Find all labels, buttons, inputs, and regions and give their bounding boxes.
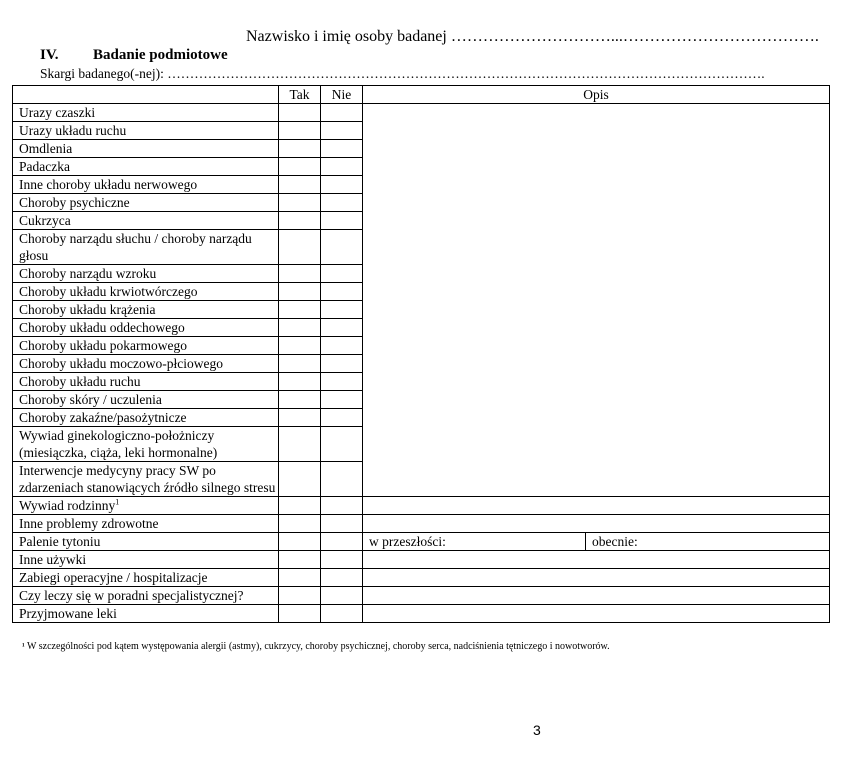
tak-checkbox-cell[interactable] bbox=[279, 230, 321, 265]
nie-checkbox-cell[interactable] bbox=[321, 355, 363, 373]
tak-checkbox-cell[interactable] bbox=[279, 140, 321, 158]
nie-checkbox-cell[interactable] bbox=[321, 104, 363, 122]
nie-checkbox-cell[interactable] bbox=[321, 319, 363, 337]
row-label: Urazy układu ruchu bbox=[13, 122, 279, 140]
table-row bbox=[13, 497, 830, 515]
tak-checkbox-cell[interactable] bbox=[279, 462, 321, 497]
table-row bbox=[13, 605, 830, 623]
tak-checkbox-cell[interactable] bbox=[279, 194, 321, 212]
row-label: Palenie tytoniu bbox=[13, 533, 279, 551]
row-label: Choroby układu moczowo-płciowego bbox=[13, 355, 279, 373]
row-label: Interwencje medycyny pracy SW po zdarzeniach stanowiących źródło silnego stresu bbox=[13, 462, 279, 497]
nie-checkbox-cell[interactable] bbox=[321, 515, 363, 533]
row-label: Choroby narządu wzroku bbox=[13, 265, 279, 283]
row-label: Choroby zakaźne/pasożytnicze bbox=[13, 409, 279, 427]
tak-checkbox-cell[interactable] bbox=[279, 409, 321, 427]
opis-description-cell[interactable] bbox=[363, 605, 830, 623]
subjective-exam-table bbox=[12, 85, 830, 623]
tak-checkbox-cell[interactable] bbox=[279, 587, 321, 605]
tak-checkbox-cell[interactable] bbox=[279, 212, 321, 230]
row-label: Urazy czaszki bbox=[13, 104, 279, 122]
row-label: Padaczka bbox=[13, 158, 279, 176]
table-row bbox=[13, 587, 830, 605]
tak-checkbox-cell[interactable] bbox=[279, 122, 321, 140]
nie-checkbox-cell[interactable] bbox=[321, 230, 363, 265]
row-label: Choroby psychiczne bbox=[13, 194, 279, 212]
row-label-text: Wywiad rodzinny bbox=[19, 498, 116, 513]
nie-checkbox-cell[interactable] bbox=[321, 569, 363, 587]
footnote-text: W szczególności pod kątem występowania alergii (astmy), cukrzycy, choroby psychicznej, choroby serca, nadciśnienia tętniczego i nowotworów. bbox=[24, 641, 610, 652]
nie-checkbox-cell[interactable] bbox=[321, 337, 363, 355]
opis-description-cell[interactable] bbox=[363, 104, 830, 497]
nie-checkbox-cell[interactable] bbox=[321, 533, 363, 551]
row-label: Choroby układu oddechowego bbox=[13, 319, 279, 337]
header-label bbox=[13, 86, 279, 104]
row-label: Omdlenia bbox=[13, 140, 279, 158]
footnote-marker: 1 bbox=[115, 497, 120, 507]
nie-checkbox-cell[interactable] bbox=[321, 194, 363, 212]
tak-checkbox-cell[interactable] bbox=[279, 355, 321, 373]
tak-checkbox-cell[interactable] bbox=[279, 158, 321, 176]
nie-checkbox-cell[interactable] bbox=[321, 158, 363, 176]
table-row bbox=[13, 515, 830, 533]
row-label: Choroby układu ruchu bbox=[13, 373, 279, 391]
row-label: Inne problemy zdrowotne bbox=[13, 515, 279, 533]
row-label: Choroby skóry / uczulenia bbox=[13, 391, 279, 409]
nie-checkbox-cell[interactable] bbox=[321, 391, 363, 409]
complaints-field: Skargi badanego(-nej): ……………………………………………………………………………………………………………………. bbox=[40, 66, 765, 81]
smoking-now-field[interactable]: obecnie: bbox=[586, 533, 830, 551]
nie-checkbox-cell[interactable] bbox=[321, 140, 363, 158]
tak-checkbox-cell[interactable] bbox=[279, 373, 321, 391]
opis-description-cell[interactable] bbox=[363, 569, 830, 587]
nie-checkbox-cell[interactable] bbox=[321, 212, 363, 230]
footnote-marker: ¹ bbox=[22, 641, 25, 651]
nie-checkbox-cell[interactable] bbox=[321, 409, 363, 427]
row-label: Choroby układu pokarmowego bbox=[13, 337, 279, 355]
tak-checkbox-cell[interactable] bbox=[279, 319, 321, 337]
section-number: IV. bbox=[40, 47, 59, 63]
row-label: Przyjmowane leki bbox=[13, 605, 279, 623]
footnote bbox=[22, 641, 610, 652]
row-label: Choroby układu krwiotwórczego bbox=[13, 283, 279, 301]
page-number: 3 bbox=[533, 722, 541, 738]
row-label: Wywiad ginekologiczno-położniczy (miesiączka, ciąża, leki hormonalne) bbox=[13, 427, 279, 462]
tak-checkbox-cell[interactable] bbox=[279, 391, 321, 409]
header-nie: Nie bbox=[321, 86, 363, 104]
nie-checkbox-cell[interactable] bbox=[321, 373, 363, 391]
nie-checkbox-cell[interactable] bbox=[321, 265, 363, 283]
nie-checkbox-cell[interactable] bbox=[321, 605, 363, 623]
opis-description-cell[interactable] bbox=[363, 551, 830, 569]
row-label: Inne choroby układu nerwowego bbox=[13, 176, 279, 194]
nie-checkbox-cell[interactable] bbox=[321, 497, 363, 515]
section-title: Badanie podmiotowe bbox=[93, 47, 228, 63]
section-heading bbox=[40, 47, 228, 64]
tak-checkbox-cell[interactable] bbox=[279, 515, 321, 533]
tak-checkbox-cell[interactable] bbox=[279, 283, 321, 301]
header-opis: Opis bbox=[363, 86, 830, 104]
nie-checkbox-cell[interactable] bbox=[321, 283, 363, 301]
opis-description-cell[interactable] bbox=[363, 587, 830, 605]
tak-checkbox-cell[interactable] bbox=[279, 337, 321, 355]
tak-checkbox-cell[interactable] bbox=[279, 265, 321, 283]
tak-checkbox-cell[interactable] bbox=[279, 605, 321, 623]
nie-checkbox-cell[interactable] bbox=[321, 551, 363, 569]
person-name-field: Nazwisko i imię osoby badanej …………………………...………………………………. bbox=[246, 28, 819, 45]
smoking-past-field[interactable]: w przeszłości: bbox=[363, 533, 586, 551]
row-label: Choroby układu krążenia bbox=[13, 301, 279, 319]
table-row bbox=[13, 533, 830, 551]
row-label: Czy leczy się w poradni specjalistycznej? bbox=[13, 587, 279, 605]
row-label: Choroby narządu słuchu / choroby narządu głosu bbox=[13, 230, 279, 265]
nie-checkbox-cell[interactable] bbox=[321, 176, 363, 194]
tak-checkbox-cell[interactable] bbox=[279, 533, 321, 551]
table-row bbox=[13, 551, 830, 569]
row-label bbox=[13, 497, 279, 515]
tak-checkbox-cell[interactable] bbox=[279, 176, 321, 194]
header-tak: Tak bbox=[279, 86, 321, 104]
nie-checkbox-cell[interactable] bbox=[321, 301, 363, 319]
tak-checkbox-cell[interactable] bbox=[279, 569, 321, 587]
table-row bbox=[13, 104, 830, 122]
row-label: Zabiegi operacyjne / hospitalizacje bbox=[13, 569, 279, 587]
nie-checkbox-cell[interactable] bbox=[321, 427, 363, 462]
table-header-row bbox=[13, 86, 830, 104]
tak-checkbox-cell[interactable] bbox=[279, 427, 321, 462]
tak-checkbox-cell[interactable] bbox=[279, 497, 321, 515]
table-row bbox=[13, 569, 830, 587]
tak-checkbox-cell[interactable] bbox=[279, 551, 321, 569]
row-label: Inne używki bbox=[13, 551, 279, 569]
tak-checkbox-cell[interactable] bbox=[279, 104, 321, 122]
nie-checkbox-cell[interactable] bbox=[321, 122, 363, 140]
nie-checkbox-cell[interactable] bbox=[321, 462, 363, 497]
opis-description-cell[interactable] bbox=[363, 497, 830, 515]
opis-description-cell[interactable] bbox=[363, 515, 830, 533]
nie-checkbox-cell[interactable] bbox=[321, 587, 363, 605]
tak-checkbox-cell[interactable] bbox=[279, 301, 321, 319]
row-label: Cukrzyca bbox=[13, 212, 279, 230]
